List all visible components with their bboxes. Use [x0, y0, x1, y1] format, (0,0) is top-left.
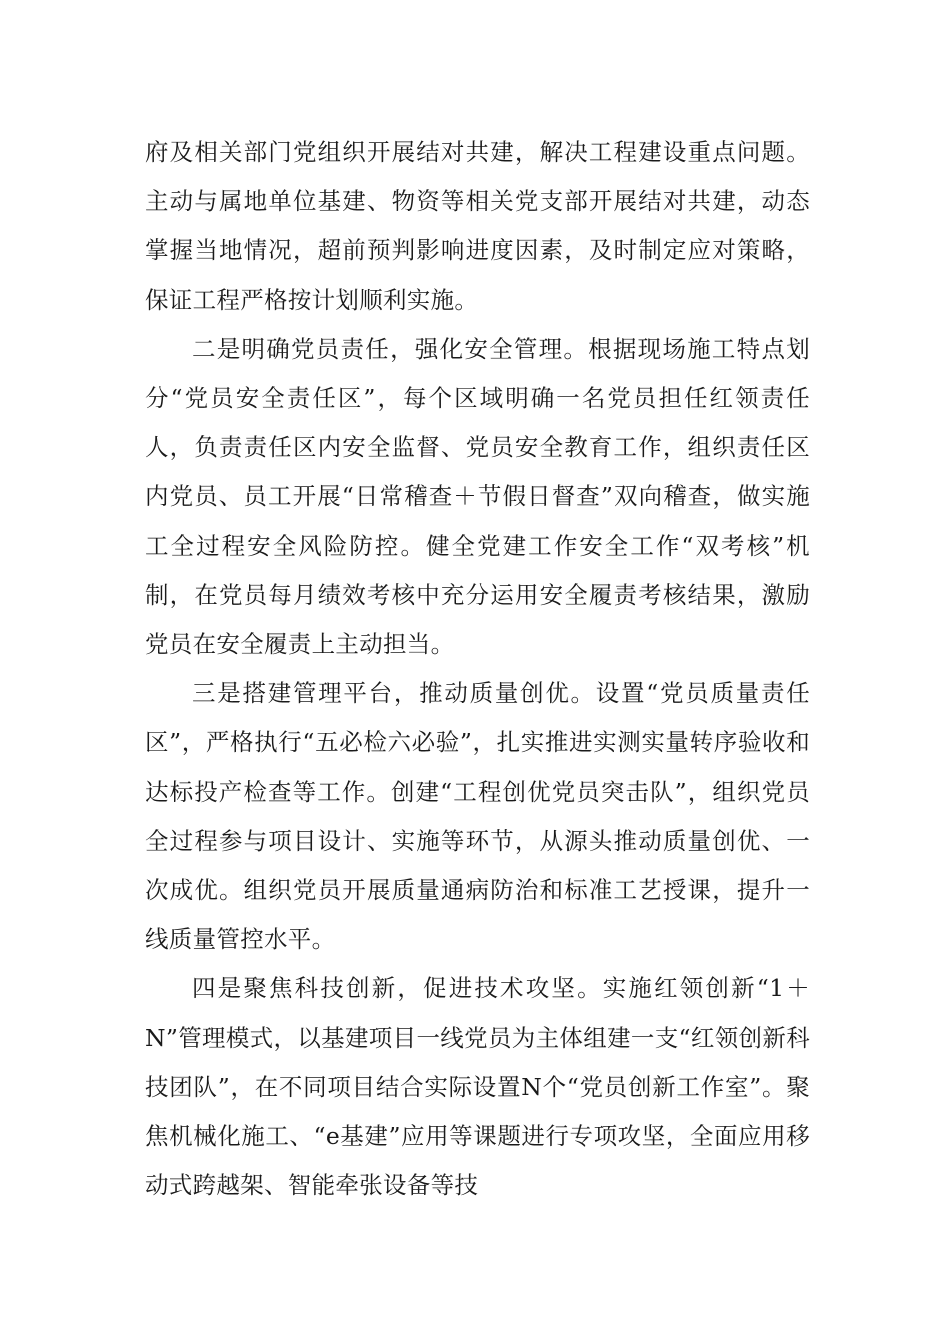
- paragraph-safety-management: 二是明确党员责任，强化安全管理。根据现场施工特点划分“党员安全责任区”，每个区域明确一名党员担任红领责任人，负责责任区内安全监督、党员安全教育工作，组织责任区内党员、员工开展“日常稽查＋节假日督查”双向稽查，做实施工全过程安全风险防控。健全党建工作安全工作“双考核”机制，在党员每月绩效考核中充分运用安全履责考核结果，激励党员在安全履责上主动担当。: [145, 334, 810, 659]
- paragraph-continuation: 府及相关部门党组织开展结对共建，解决工程建设重点问题。主动与属地单位基建、物资等相关党支部开展结对共建，动态掌握当地情况，超前预判影响进度因素，及时制定应对策略，保证工程严格按计划顺利实施。: [145, 138, 810, 314]
- paragraph-tech-innovation: 四是聚焦科技创新，促进技术攻坚。实施红领创新“1＋N”管理模式，以基建项目一线党员为主体组建一支“红领创新科技团队”，在不同项目结合实际设置N个“党员创新工作室”。聚焦机械化施工、“e基建”应用等课题进行专项攻坚，全面应用移动式跨越架、智能牵张设备等技: [145, 974, 810, 1200]
- paragraph-quality-excellence: 三是搭建管理平台，推动质量创优。设置“党员质量责任区”，严格执行“五必检六必验”，扎实推进实测实量转序验收和达标投产检查等工作。创建“工程创优党员突击队”，组织党员全过程参与项目设计、实施等环节，从源头推动质量创优、一次成优。组织党员开展质量通病防治和标准工艺授课，提升一线质量管控水平。: [145, 679, 810, 954]
- document-body: [145, 128, 810, 1210]
